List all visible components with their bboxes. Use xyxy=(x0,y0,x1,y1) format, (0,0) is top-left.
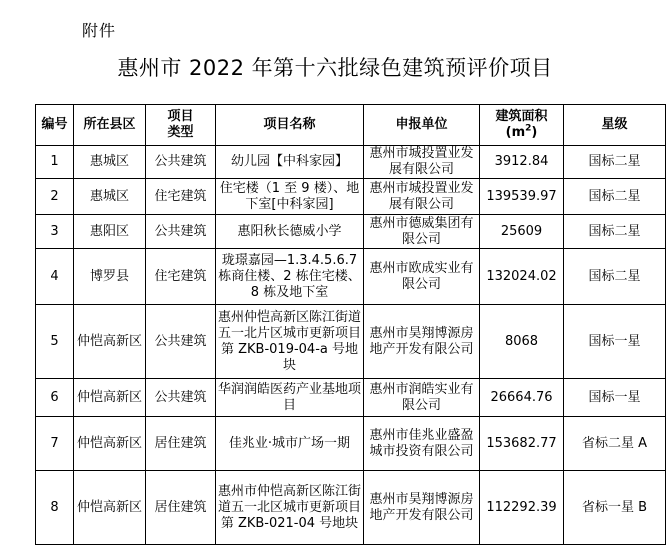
table-row xyxy=(36,249,666,305)
cell-applicant: 惠州市昊翔博源房地产开发有限公司 xyxy=(364,471,480,545)
cell-rating: 省标一星 B xyxy=(564,471,666,545)
header-area-line1: 建筑面积 xyxy=(495,109,548,124)
cell-name: 惠州仲恺高新区陈江街道五一北片区城市更新项目第 ZKB-019-04-a 号地块 xyxy=(216,305,364,379)
cell-applicant: 惠州市润皓实业有限公司 xyxy=(364,379,480,417)
table-row xyxy=(36,179,666,215)
cell-county: 惠城区 xyxy=(74,179,146,215)
cell-no: 7 xyxy=(36,417,74,471)
cell-applicant: 惠州市城投置业发展有限公司 xyxy=(364,179,480,215)
cell-county: 仲恺高新区 xyxy=(74,305,146,379)
cell-type: 公共建筑 xyxy=(146,379,216,417)
table-row xyxy=(36,305,666,379)
header-area-unit-close: ) xyxy=(531,125,538,140)
cell-type: 公共建筑 xyxy=(146,305,216,379)
header-area-unit: (m xyxy=(505,125,526,140)
cell-area: 8068 xyxy=(480,305,564,379)
header-type-line2: 类型 xyxy=(167,125,194,140)
cell-applicant: 惠州市城投置业发展有限公司 xyxy=(364,146,480,179)
cell-area: 153682.77 xyxy=(480,417,564,471)
cell-name: 惠州市仲恺高新区陈江街道五一北区城市更新项目第 ZKB-021-04 号地块 xyxy=(216,471,364,545)
cell-no: 1 xyxy=(36,146,74,179)
cell-no: 4 xyxy=(36,249,74,305)
header-applicant: 申报单位 xyxy=(364,105,480,146)
cell-rating: 国标二星 xyxy=(564,179,666,215)
cell-applicant: 惠州市佳兆业盛盈城市投资有限公司 xyxy=(364,417,480,471)
table-row xyxy=(36,379,666,417)
table-row xyxy=(36,215,666,249)
cell-county: 博罗县 xyxy=(74,249,146,305)
cell-applicant: 惠州市德威集团有限公司 xyxy=(364,215,480,249)
cell-area: 26664.76 xyxy=(480,379,564,417)
header-area xyxy=(480,105,564,146)
cell-county: 仲恺高新区 xyxy=(74,471,146,545)
projects-table xyxy=(35,104,666,545)
cell-no: 2 xyxy=(36,179,74,215)
table-row xyxy=(36,417,666,471)
cell-area: 3912.84 xyxy=(480,146,564,179)
cell-rating: 国标二星 xyxy=(564,249,666,305)
header-name: 项目名称 xyxy=(216,105,364,146)
cell-name: 华润润皓医药产业基地项目 xyxy=(216,379,364,417)
cell-county: 仲恺高新区 xyxy=(74,417,146,471)
table-header-row xyxy=(36,105,666,146)
table-row xyxy=(36,471,666,545)
table-row xyxy=(36,146,666,179)
cell-rating: 国标一星 xyxy=(564,379,666,417)
cell-applicant: 惠州市昊翔博源房地产开发有限公司 xyxy=(364,305,480,379)
cell-type: 公共建筑 xyxy=(146,146,216,179)
cell-name: 幼儿园【中科家园】 xyxy=(216,146,364,179)
header-no: 编号 xyxy=(36,105,74,146)
cell-name: 惠阳秋长德威小学 xyxy=(216,215,364,249)
header-type xyxy=(146,105,216,146)
cell-type: 住宅建筑 xyxy=(146,249,216,305)
cell-rating: 国标一星 xyxy=(564,305,666,379)
cell-type: 公共建筑 xyxy=(146,215,216,249)
cell-county: 惠城区 xyxy=(74,146,146,179)
cell-no: 8 xyxy=(36,471,74,545)
cell-no: 5 xyxy=(36,305,74,379)
cell-applicant: 惠州市欧成实业有限公司 xyxy=(364,249,480,305)
cell-no: 3 xyxy=(36,215,74,249)
cell-area: 132024.02 xyxy=(480,249,564,305)
cell-rating: 国标二星 xyxy=(564,146,666,179)
cell-type: 住宅建筑 xyxy=(146,179,216,215)
cell-county: 惠阳区 xyxy=(74,215,146,249)
cell-type: 居住建筑 xyxy=(146,471,216,545)
cell-name: 住宅楼（1 至 9 楼）、地下室[中科家园] xyxy=(216,179,364,215)
header-type-line1: 项目 xyxy=(167,109,194,124)
header-rating: 星级 xyxy=(564,105,666,146)
cell-name: 佳兆业·城市广场一期 xyxy=(216,417,364,471)
attachment-label: 附件 xyxy=(82,21,117,40)
header-area-unit-sup: 2 xyxy=(525,123,532,134)
cell-area: 139539.97 xyxy=(480,179,564,215)
header-county: 所在县区 xyxy=(74,105,146,146)
cell-rating: 省标二星 A xyxy=(564,417,666,471)
document-title: 惠州市 2022 年第十六批绿色建筑预评价项目 xyxy=(117,56,553,80)
cell-area: 112292.39 xyxy=(480,471,564,545)
cell-name: 珑璟嘉园—1.3.4.5.6.7 栋商住楼、2 栋住宅楼、8 栋及地下室 xyxy=(216,249,364,305)
cell-area: 25609 xyxy=(480,215,564,249)
cell-type: 居住建筑 xyxy=(146,417,216,471)
cell-no: 6 xyxy=(36,379,74,417)
cell-rating: 国标二星 xyxy=(564,215,666,249)
cell-county: 仲恺高新区 xyxy=(74,379,146,417)
